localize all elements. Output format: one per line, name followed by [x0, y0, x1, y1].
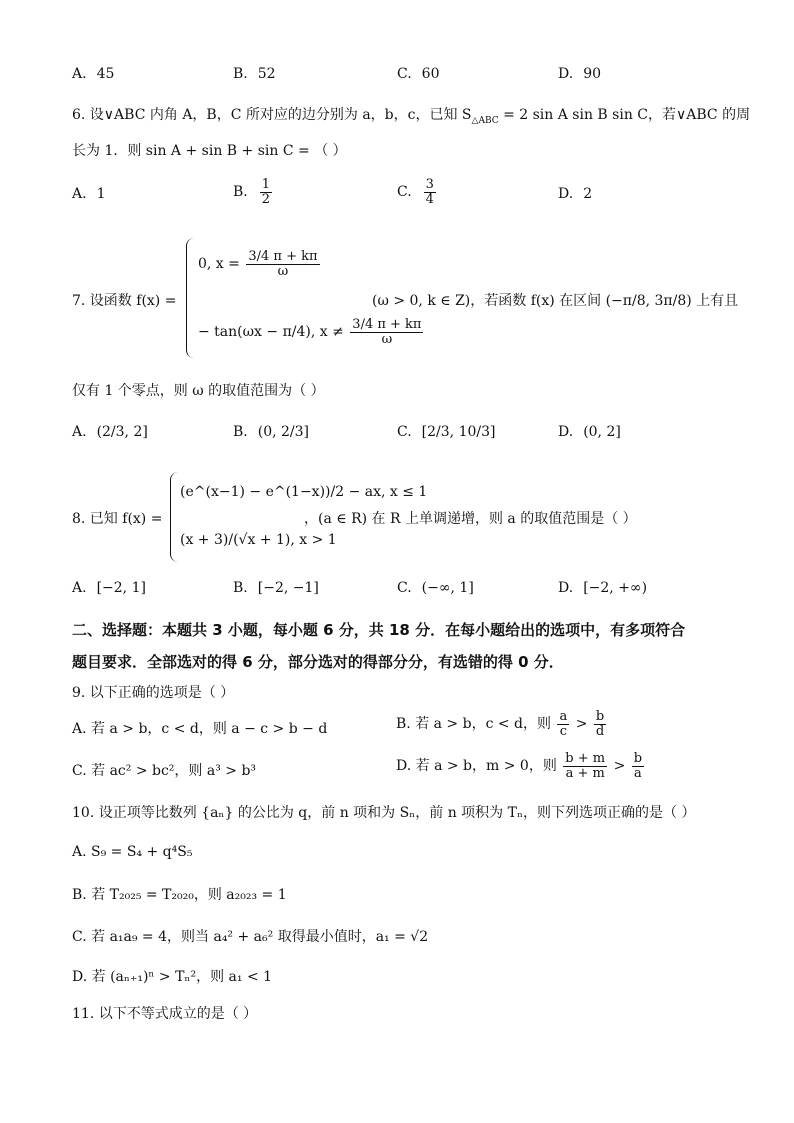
- q6-stem-text-3: 长为 1．则 sin A + sin B + sin C = （ ）: [72, 143, 347, 159]
- denominator: c: [559, 723, 567, 739]
- q8-suffix: [304, 508, 637, 528]
- numerator: 3/4 π + kπ: [248, 249, 318, 264]
- q7-option-c: [397, 424, 495, 440]
- q8-brace: [170, 472, 179, 562]
- q6-stem-line1: [72, 104, 750, 126]
- option-text: B. 若 T₂₀₂₅ = T₂₀₂₀，则 a₂₀₂₃ = 1: [72, 887, 287, 903]
- q6-option-a: [72, 186, 105, 202]
- option-text: 90: [583, 66, 602, 82]
- option-text: D. 若 a > b，m > 0，则: [396, 758, 557, 775]
- q8-option-b: [233, 580, 319, 596]
- option-label: A.: [72, 580, 87, 596]
- option-text: [2/3, 10/3]: [421, 424, 496, 440]
- option-text: [−2, +∞): [583, 580, 648, 596]
- case-text: − tan(ωx − π/4), x ≠: [198, 324, 344, 341]
- denominator: d: [595, 723, 605, 739]
- q10-title: [72, 802, 695, 822]
- option-label: C.: [397, 184, 412, 201]
- q8-option-a: [72, 580, 146, 596]
- q7-brace: [186, 238, 195, 358]
- q7-option-d: [558, 424, 621, 440]
- option-text: C. 若 a₁a₉ = 4，则当 a₄² + a₆² 取得最小值时，a₁ = √2: [72, 929, 429, 945]
- fraction: [563, 752, 607, 780]
- fraction: [260, 178, 272, 206]
- q6-option-c: [397, 178, 438, 206]
- denominator: 4: [425, 191, 434, 207]
- q8-case2: [180, 532, 337, 548]
- option-text: (−∞, 1]: [421, 580, 474, 596]
- q8-function-name: 8. 已知 f(x) =: [72, 511, 163, 527]
- suffix-text: 上有且: [696, 293, 739, 309]
- numerator: 3: [425, 177, 434, 192]
- q7-function-name: 7. 设函数 f(x) =: [72, 293, 177, 309]
- q6-stem-text: 6. 设∨ABC 内角 A，B，C 所对应的边分别为 a，b，c，已知 S: [72, 107, 472, 123]
- fraction: [350, 318, 423, 346]
- interval: (−π/8, 3π/8): [605, 293, 692, 309]
- q9-title: [72, 682, 234, 702]
- greater-than: >: [613, 758, 626, 775]
- option-text: A. 若 a > b，c < d，则 a − c > b − d: [72, 721, 328, 737]
- option-text: D. 若 (aₙ₊₁)ⁿ > Tₙ²，则 a₁ < 1: [72, 969, 273, 985]
- option-label: A.: [72, 66, 87, 82]
- case-text: (e^(x−1) − e^(1−x))/2 − ax, x ≤ 1: [180, 484, 428, 500]
- numerator: 1: [261, 177, 271, 192]
- q5-option-d: [558, 66, 601, 82]
- numerator: b: [595, 709, 605, 724]
- q9-option-b: [396, 710, 608, 738]
- section-2-heading-2: [72, 651, 564, 672]
- option-text: 1: [96, 186, 106, 202]
- q8-options: [72, 580, 732, 610]
- option-text: A. S₉ = S₄ + q⁴S₅: [72, 844, 193, 860]
- q7-option-b: [233, 424, 309, 440]
- option-text: (0, 2]: [583, 424, 621, 440]
- q10-option-a: [72, 844, 192, 860]
- q8-option-d: [558, 580, 647, 596]
- q7-stem-text: 仅有 1 个零点，则 ω 的取值范围为（ ）: [72, 383, 325, 399]
- option-text: (0, 2/3]: [257, 424, 310, 440]
- option-text: [−2, 1]: [96, 580, 146, 596]
- q6-option-b: [233, 178, 274, 206]
- option-text: 52: [257, 66, 276, 82]
- section-heading-line2: 题目要求．全部选对的得 6 分，部分选对的得部分分，有选错的得 0 分．: [72, 653, 564, 671]
- option-text: 60: [421, 66, 440, 82]
- q5-option-c: [397, 66, 440, 82]
- q6-stem-line2: [72, 140, 347, 160]
- option-label: D.: [558, 580, 574, 596]
- numerator: 3/4 π + kπ: [352, 317, 422, 332]
- option-label: C.: [397, 424, 412, 440]
- suffix-text: ，(a ∈ R) 在 R 上单调递增，则 a 的取值范围是（ ）: [304, 511, 637, 527]
- option-text: B. 若 a > b，c < d，则: [396, 716, 552, 733]
- q11-stem-text: 11. 以下不等式成立的是（ ）: [72, 1006, 258, 1022]
- q6-subscript: △ABC: [471, 115, 499, 126]
- greater-than: >: [575, 716, 588, 733]
- q7-prefix: [72, 290, 176, 310]
- fraction: [557, 710, 569, 738]
- q10-option-c: [72, 926, 428, 946]
- option-label: B.: [233, 580, 248, 596]
- numerator: a: [559, 709, 568, 724]
- q9-stem-text: 9. 以下正确的选项是（ ）: [72, 685, 235, 701]
- option-label: B.: [233, 66, 248, 82]
- q5-option-a: [72, 66, 114, 82]
- numerator: b: [633, 751, 643, 766]
- option-label: D.: [558, 66, 574, 82]
- option-label: C.: [397, 580, 412, 596]
- option-text: (2/3, 2]: [96, 424, 148, 440]
- q9-option-d: [396, 752, 646, 780]
- option-text: C. 若 ac² > bc²，则 a³ > b³: [72, 763, 257, 779]
- q10-option-b: [72, 884, 287, 904]
- denominator: a + m: [565, 765, 605, 781]
- denominator: ω: [277, 263, 289, 279]
- q5-option-b: [233, 66, 276, 82]
- option-label: D.: [558, 424, 574, 440]
- fraction: [594, 710, 606, 738]
- option-label: B.: [233, 424, 248, 440]
- option-text: 45: [96, 66, 115, 82]
- q8-prefix: [72, 508, 162, 528]
- q11-title: [72, 1003, 257, 1023]
- q7-case1: [198, 250, 322, 278]
- option-text: 2: [583, 186, 593, 202]
- fraction: [424, 178, 436, 206]
- q6-option-d: [558, 186, 592, 202]
- q9-option-c: [72, 760, 256, 780]
- q8-case1: [180, 484, 427, 500]
- q7-option-a: [72, 424, 148, 440]
- section-2-heading: [72, 619, 685, 640]
- q8-option-c: [397, 580, 474, 596]
- denominator: 2: [261, 191, 271, 207]
- option-label: A.: [72, 424, 87, 440]
- condition-text: (ω > 0, k ∈ Z)，若函数 f(x) 在区间: [372, 293, 602, 309]
- section-heading-line1: 二、选择题：本题共 3 小题，每小题 6 分，共 18 分．在每小题给出的选项中，有多项符合: [72, 621, 686, 639]
- q6-options: [72, 178, 732, 218]
- case-text: (x + 3)/(√x + 1), x > 1: [180, 532, 337, 548]
- fraction: [246, 250, 319, 278]
- fraction: [632, 752, 644, 780]
- case-text: 0, x =: [198, 256, 240, 273]
- numerator: b + m: [565, 751, 606, 766]
- q5-options: [72, 66, 732, 96]
- q7-condition: [372, 290, 738, 310]
- denominator: ω: [381, 331, 393, 347]
- q7-case2: [198, 318, 425, 346]
- q10-stem-text: 10. 设正项等比数列 {aₙ} 的公比为 q，前 n 项和为 Sₙ，前 n 项积为 Tₙ，则下列选项正确的是（ ）: [72, 805, 696, 821]
- option-label: A.: [72, 186, 87, 202]
- q7-stem-line2: [72, 380, 325, 400]
- q6-stem-text-2: = 2 sin A sin B sin C，若∨ABC 的周: [498, 107, 751, 123]
- q7-options: [72, 424, 732, 454]
- option-label: B.: [233, 184, 248, 201]
- q9-option-a: [72, 718, 327, 738]
- q10-option-d: [72, 966, 272, 986]
- denominator: a: [634, 765, 642, 781]
- option-label: C.: [397, 66, 412, 82]
- option-label: D.: [558, 186, 574, 202]
- option-text: [−2, −1]: [257, 580, 319, 596]
